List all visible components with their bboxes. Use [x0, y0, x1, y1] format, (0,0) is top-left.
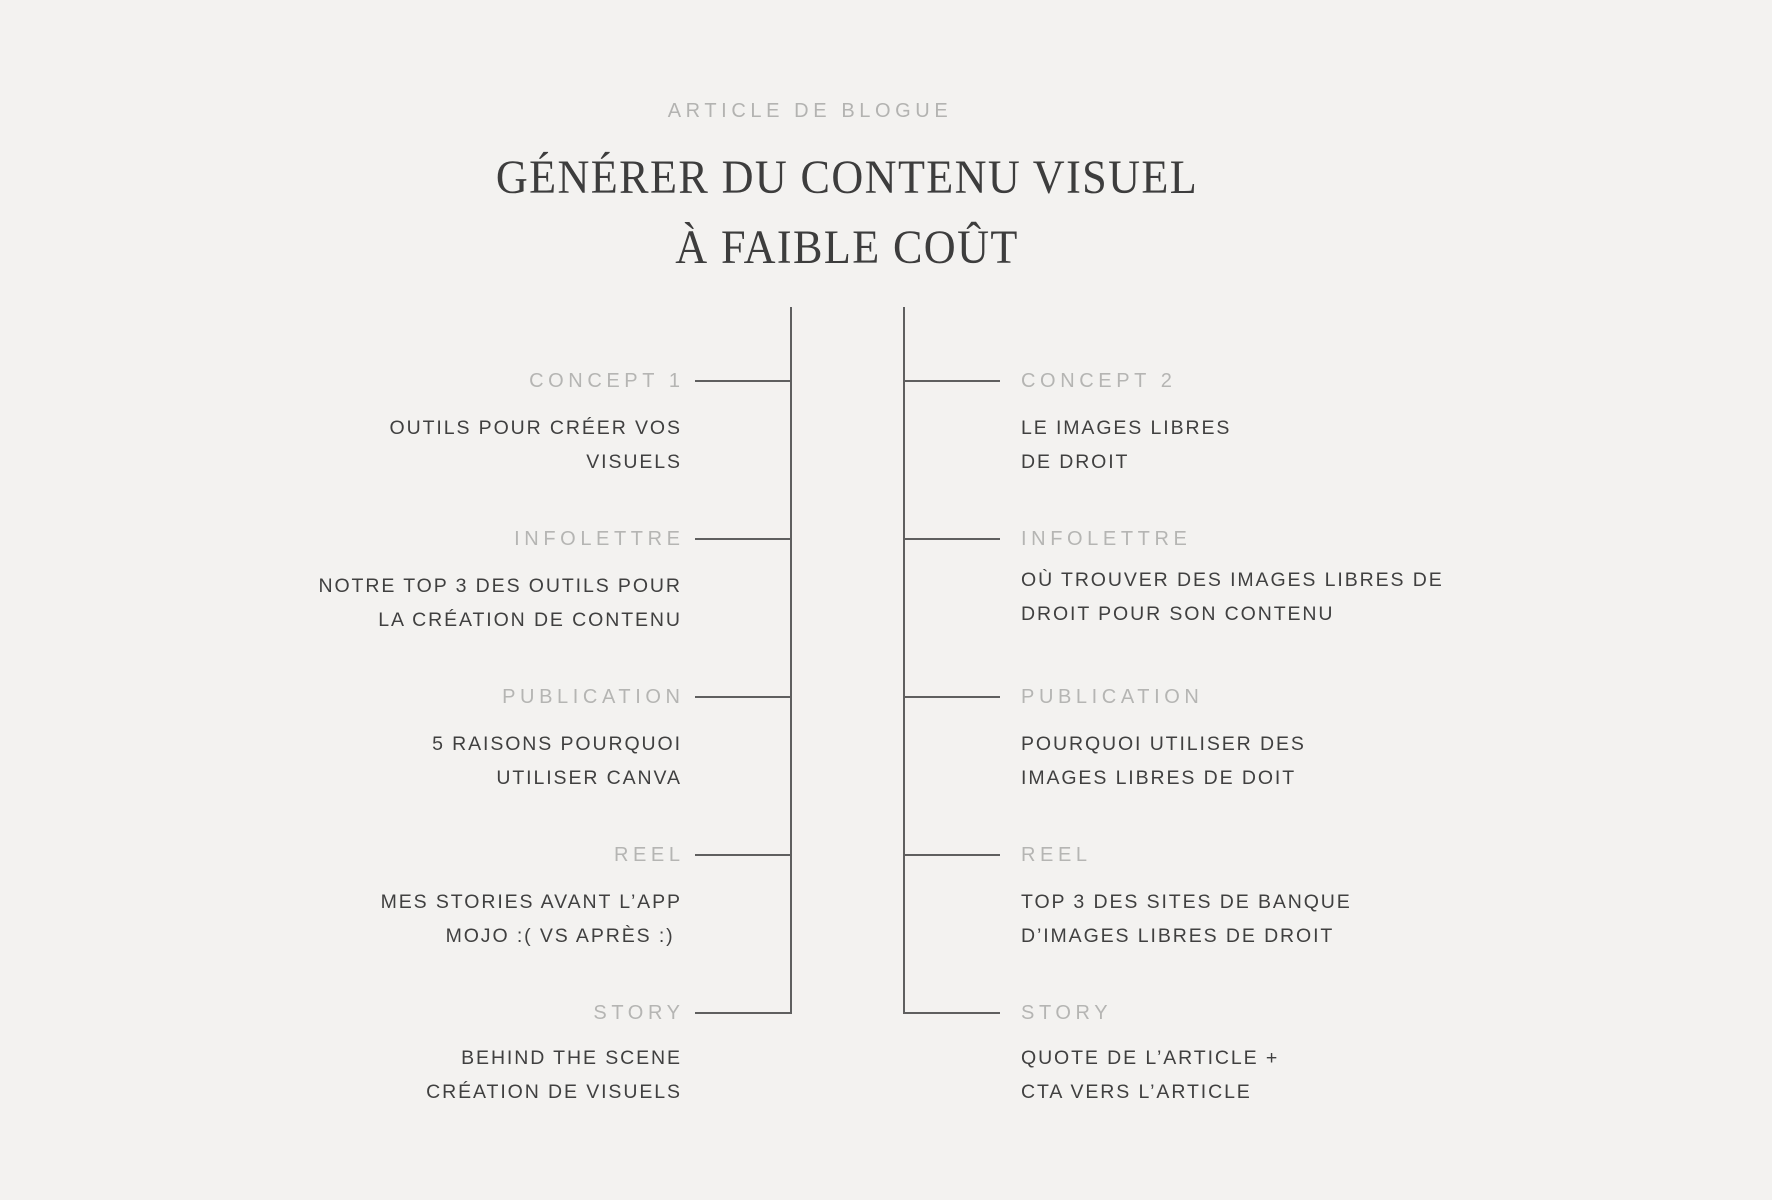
- item-body-line: BEHIND THE SCENE: [461, 1047, 682, 1069]
- right-branch-line: [903, 380, 1000, 382]
- item-body-line: TOP 3 DES SITES DE BANQUE: [1021, 891, 1352, 913]
- left-item-story: [426, 1001, 685, 1109]
- item-body-line: LE IMAGES LIBRES: [1021, 417, 1232, 439]
- item-body: [1021, 411, 1231, 479]
- item-label: REEL: [1021, 844, 1092, 866]
- item-body-line: NOTRE TOP 3 DES OUTILS POUR: [318, 575, 682, 597]
- right-item-publication: [1021, 685, 1306, 795]
- right-branch-line: [903, 854, 1000, 856]
- item-body-line: MES STORIES AVANT L’APP: [380, 891, 682, 913]
- item-label: STORY: [593, 1002, 685, 1024]
- item-body-line: MOJO :( VS APRÈS :): [445, 925, 682, 947]
- item-body-line: IMAGES LIBRES DE DOIT: [1021, 767, 1297, 789]
- item-label: PUBLICATION: [502, 686, 685, 708]
- left-branch-line: [695, 696, 792, 698]
- title-line-2: À FAIBLE COÛT: [675, 221, 1019, 274]
- item-body-line: POURQUOI UTILISER DES: [1021, 733, 1306, 755]
- item-body: [390, 411, 682, 479]
- item-body-line: VISUELS: [586, 451, 682, 473]
- item-body-line: D’IMAGES LIBRES DE DROIT: [1021, 925, 1335, 947]
- item-label: INFOLETTRE: [1021, 528, 1192, 550]
- item-body-line: QUOTE DE L’ARTICLE +: [1021, 1047, 1280, 1069]
- item-body-line: CTA VERS L’ARTICLE: [1021, 1081, 1252, 1103]
- eyebrow-label: ARTICLE DE BLOGUE: [667, 100, 953, 122]
- right-branch-line: [903, 538, 1000, 540]
- item-body-line: LA CRÉATION DE CONTENU: [378, 609, 682, 631]
- item-label: INFOLETTRE: [514, 528, 685, 550]
- item-body: [1021, 885, 1352, 953]
- right-spine-line: [903, 307, 905, 1014]
- item-body: [426, 1041, 682, 1109]
- right-item-reel: [1021, 843, 1352, 953]
- left-branch-line: [695, 380, 792, 382]
- item-body-line: UTILISER CANVA: [496, 767, 682, 789]
- right-branch-line: [903, 696, 1000, 698]
- right-item-infolettre: [1021, 527, 1444, 631]
- item-body: [381, 885, 682, 953]
- left-item-reel: [380, 843, 685, 953]
- left-branch-line: [695, 854, 792, 856]
- left-spine-line: [790, 307, 792, 1014]
- item-body-line: 5 RAISONS POURQUOI: [432, 733, 682, 755]
- right-branch-line: [903, 1012, 1000, 1014]
- item-body-line: OÙ TROUVER DES IMAGES LIBRES DE: [1021, 569, 1444, 591]
- item-body-line: DROIT POUR SON CONTENU: [1021, 603, 1335, 625]
- item-label: CONCEPT 1: [529, 370, 685, 392]
- left-item-publication: [432, 685, 685, 795]
- right-item-story: [1021, 1001, 1279, 1109]
- left-item-infolettre: [318, 527, 685, 637]
- item-label: STORY: [1021, 1002, 1113, 1024]
- item-body: [1021, 727, 1306, 795]
- item-body: [1021, 563, 1444, 631]
- item-body-line: CRÉATION DE VISUELS: [426, 1081, 682, 1103]
- item-label: PUBLICATION: [1021, 686, 1204, 708]
- item-body: [1021, 1041, 1279, 1109]
- left-branch-line: [695, 538, 792, 540]
- left-item-concept: [389, 369, 685, 479]
- right-item-concept: [1021, 369, 1231, 479]
- item-body-line: OUTILS POUR CRÉER VOS: [389, 417, 682, 439]
- item-label: CONCEPT 2: [1021, 370, 1177, 392]
- left-branch-line: [695, 1012, 792, 1014]
- item-body-line: DE DROIT: [1021, 451, 1130, 473]
- item-body: [319, 569, 682, 637]
- item-body: [432, 727, 682, 795]
- title-line-1: GÉNÉRER DU CONTENU VISUEL: [495, 151, 1199, 204]
- item-label: REEL: [613, 844, 685, 866]
